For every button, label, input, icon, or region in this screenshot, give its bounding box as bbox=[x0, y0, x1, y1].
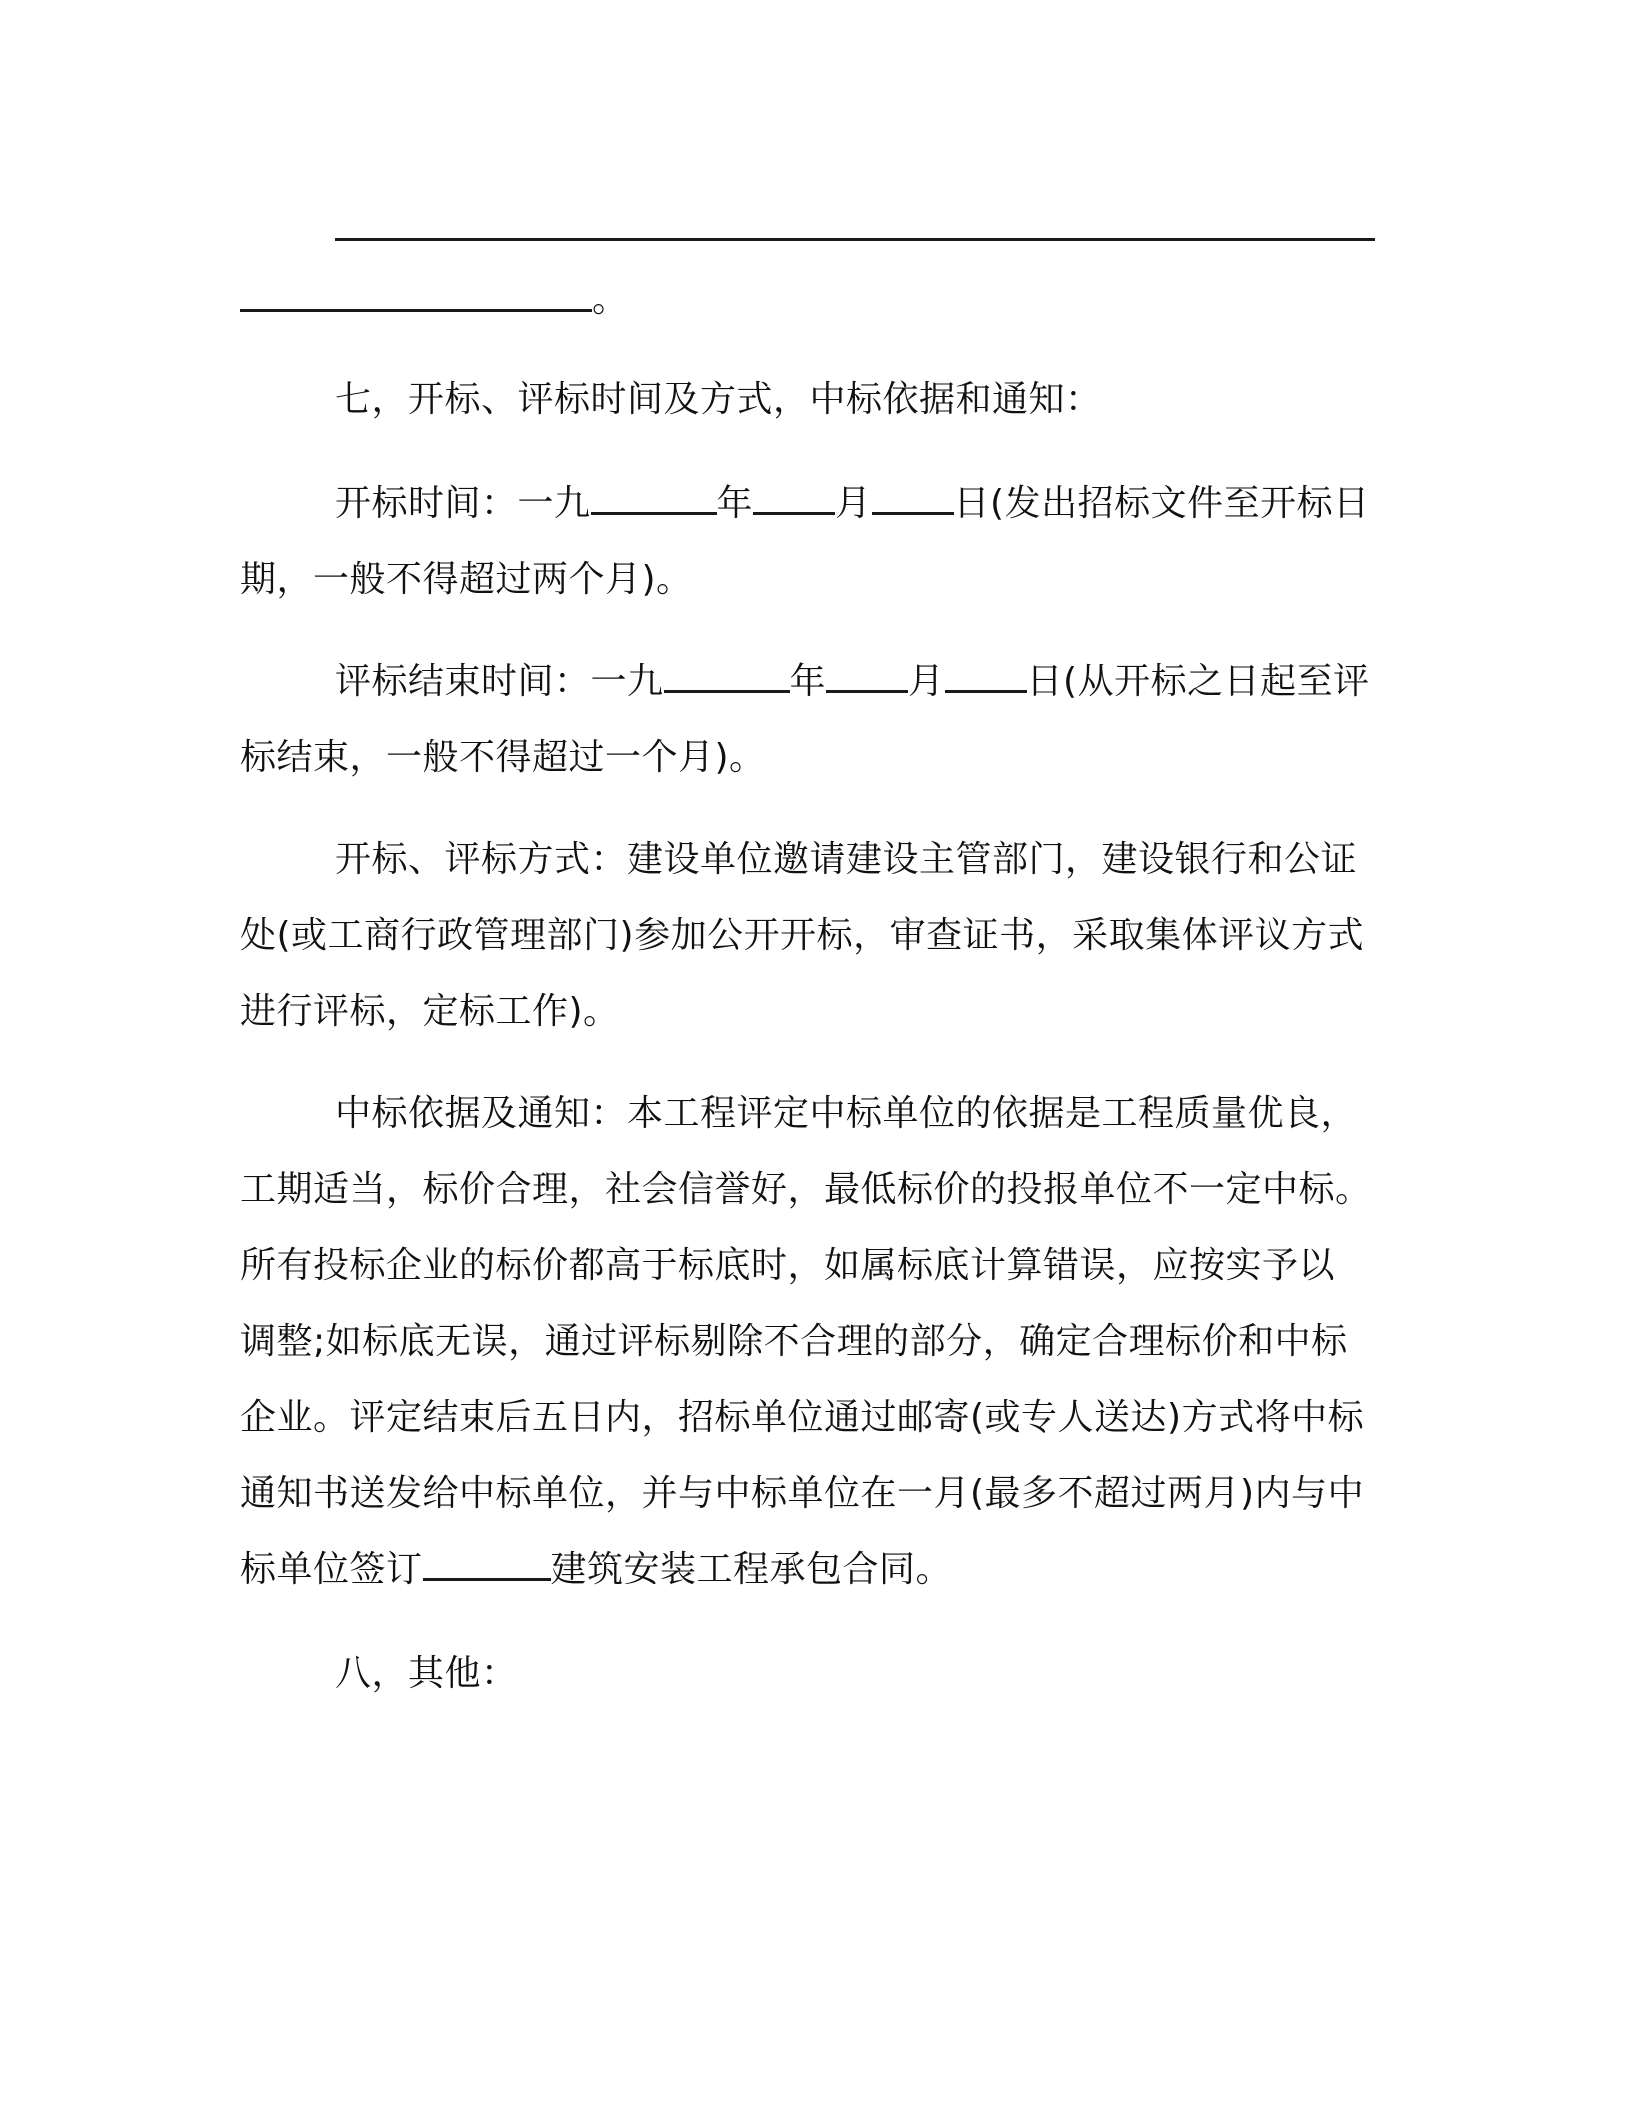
basis-line-4: 调整;如标底无误，通过评标剔除不合理的部分，确定合理标价和中标 bbox=[240, 1321, 1348, 1362]
month-blank bbox=[753, 482, 835, 515]
year-text: 年 bbox=[716, 483, 754, 524]
basis-line-6: 通知书送发给中标单位，并与中标单位在一月(最多不超过两月)内与中 bbox=[240, 1473, 1365, 1514]
month-text: 月 bbox=[835, 483, 872, 524]
blank-period: 。 bbox=[592, 279, 629, 320]
method-line-1: 开标、评标方式：建设单位邀请建设主管部门，建设银行和公证 bbox=[335, 839, 1358, 880]
year-blank bbox=[591, 482, 717, 515]
basis-line-7 bbox=[240, 1548, 1385, 1592]
basis-line-2: 工期适当，标价合理，社会信誉好，最低标价的投报单位不一定中标。 bbox=[240, 1169, 1372, 1210]
opening-time-note: 日(发出招标文件至开标日 bbox=[953, 483, 1370, 524]
section-eight-heading: 八，其他： bbox=[335, 1653, 518, 1694]
contract-blank bbox=[423, 1548, 551, 1581]
method-line-3: 进行评标，定标工作)。 bbox=[240, 991, 620, 1032]
basis-line-3: 所有投标企业的标价都高于标底时，如属标底计算错误，应按实予以 bbox=[240, 1245, 1336, 1286]
opening-time-label: 开标时间：一九 bbox=[335, 483, 591, 524]
opening-time-line bbox=[335, 482, 1385, 526]
month-blank bbox=[826, 660, 908, 693]
day-blank bbox=[945, 660, 1027, 693]
evaluation-end-label: 评标结束时间：一九 bbox=[335, 661, 664, 702]
evaluation-end-note: 日(从开标之日起至评 bbox=[1026, 661, 1370, 702]
basis-line-5: 企业。评定结束后五日内，招标单位通过邮寄(或专人送达)方式将中标 bbox=[240, 1397, 1365, 1438]
method-line-2: 处(或工商行政管理部门)参加公开开标，审查证书，采取集体评议方式 bbox=[240, 915, 1365, 956]
fill-in-blank-line bbox=[335, 238, 1375, 241]
section-seven-heading: 七，开标、评标时间及方式，中标依据和通知： bbox=[335, 379, 1102, 420]
fill-in-blank-line bbox=[240, 309, 592, 312]
year-text: 年 bbox=[789, 661, 827, 702]
opening-time-note-line2: 期，一般不得超过两个月)。 bbox=[240, 559, 693, 600]
day-blank bbox=[872, 482, 954, 515]
year-blank bbox=[664, 660, 790, 693]
evaluation-end-note-line2: 标结束，一般不得超过一个月)。 bbox=[240, 737, 766, 778]
month-text: 月 bbox=[908, 661, 945, 702]
basis-line-7-prefix: 标单位签订 bbox=[240, 1549, 423, 1590]
evaluation-end-line bbox=[335, 660, 1385, 704]
basis-line-1: 中标依据及通知：本工程评定中标单位的依据是工程质量优良， bbox=[335, 1093, 1358, 1134]
basis-line-7-suffix: 建筑安装工程承包合同。 bbox=[550, 1549, 953, 1590]
